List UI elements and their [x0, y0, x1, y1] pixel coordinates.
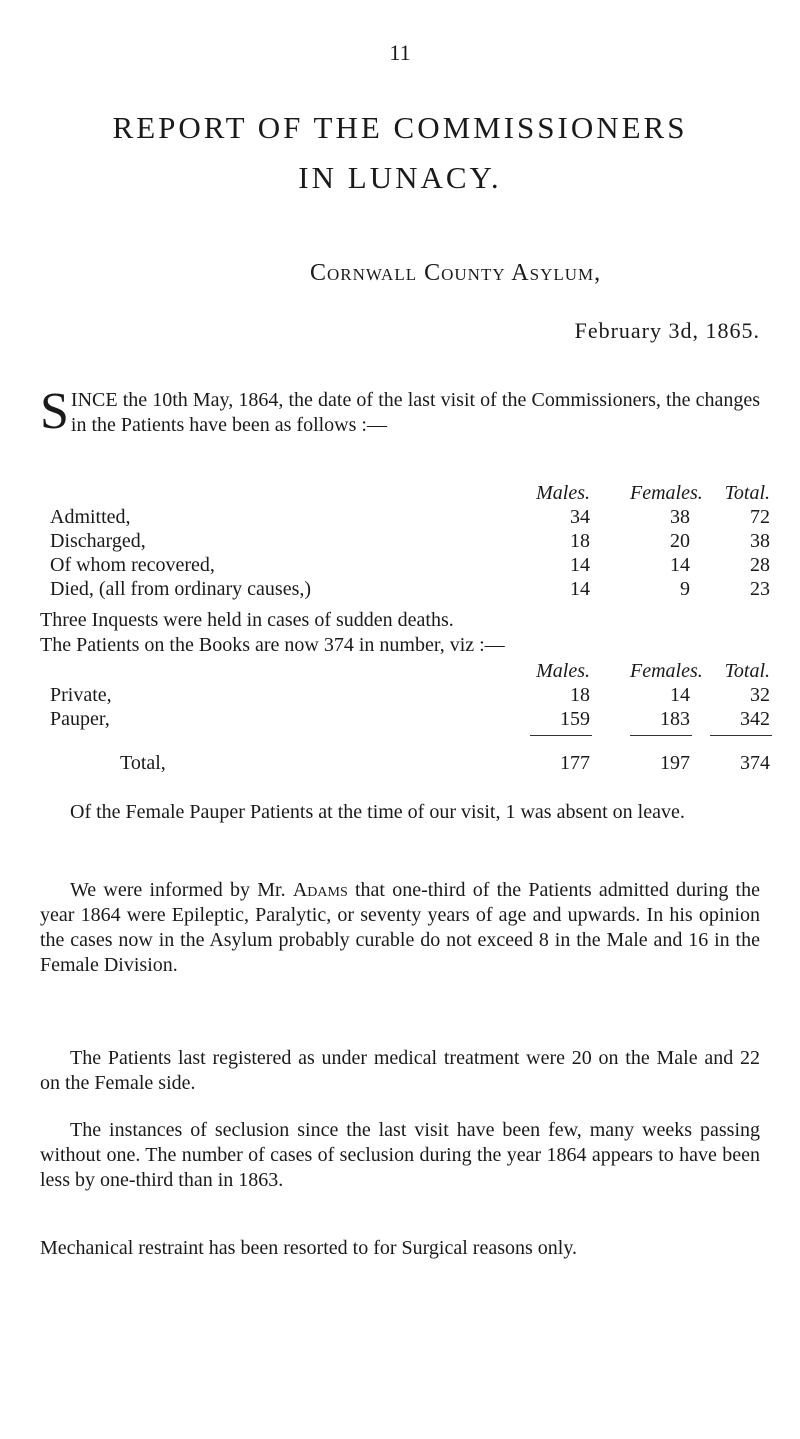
books-table-header — [50, 660, 770, 684]
table-row — [50, 708, 770, 732]
cell-total: 32 — [750, 684, 770, 706]
header-males: Males. — [536, 482, 590, 504]
report-subtitle: IN LUNACY. — [298, 160, 502, 195]
adams-after: that one-third of the Patients admitted during the year 1864 were Epileptic, Paralytic, or seventy years of age and upwards. In his opinion the cases now in the Asylum probably curable do not exceed 8 in the Male and 16 in the Female Division. — [40, 879, 760, 976]
cell-males: 18 — [570, 530, 590, 552]
cell-males: 14 — [570, 578, 590, 600]
report-title: REPORT OF THE COMMISSIONERS — [112, 110, 688, 145]
table-row — [50, 684, 770, 708]
cell-females: 197 — [660, 752, 690, 774]
cell-total: 374 — [740, 752, 770, 774]
table-row-total — [50, 752, 770, 776]
header-total: Total. — [724, 482, 770, 504]
cell-total: 342 — [740, 708, 770, 730]
cell-males: 177 — [560, 752, 590, 774]
cell-total: 23 — [750, 578, 770, 600]
cell-total: 72 — [750, 506, 770, 528]
table-row — [50, 554, 770, 578]
header-total: Total. — [724, 660, 770, 682]
cell-females: 20 — [670, 530, 690, 552]
row-label: Total, — [120, 752, 166, 774]
intro-text: INCE the 10th May, 1864, the date of the last visit of the Commissioners, the changes in the Patients have been as follows :— — [70, 389, 760, 436]
adams-paragraph — [40, 878, 760, 978]
dropcap-letter: S — [40, 383, 69, 440]
table-row — [50, 506, 770, 530]
sum-rule-males — [530, 735, 592, 736]
seclusion-paragraph: The instances of seclusion since the last visit have been few, many weeks passing without one. The number of cases of seclusion during the year 1864 appears to have been less by one-third than in 1863. — [40, 1119, 760, 1191]
books-total — [50, 752, 770, 776]
cell-males: 34 — [570, 506, 590, 528]
header-females: Females. — [630, 482, 703, 504]
row-label: Admitted, — [50, 506, 131, 528]
row-label: Of whom recovered, — [50, 554, 215, 576]
books-paragraph: The Patients on the Books are now 374 in number, viz :— — [40, 634, 505, 656]
cell-females: 9 — [680, 578, 690, 600]
cell-males: 159 — [560, 708, 590, 730]
page-number: 11 — [389, 40, 411, 65]
asylum-name: Cornwall County Asylum, — [310, 260, 602, 286]
cell-total: 38 — [750, 530, 770, 552]
header-males: Males. — [536, 660, 590, 682]
restraint-paragraph: Mechanical restraint has been resorted to for Surgical reasons only. — [40, 1237, 578, 1259]
treatment-paragraph: The Patients last registered as under medical treatment were 20 on the Male and 22 on the Female side. — [40, 1047, 760, 1094]
cell-total: 28 — [750, 554, 770, 576]
sum-rule-total — [710, 735, 772, 736]
cell-males: 18 — [570, 684, 590, 706]
header-females: Females. — [630, 660, 703, 682]
cell-females: 14 — [670, 554, 690, 576]
table-row — [50, 530, 770, 554]
sum-rule-females — [630, 735, 692, 736]
inquests-paragraph: Three Inquests were held in cases of sudden deaths. — [40, 609, 454, 631]
report-date: February 3d, 1865. — [574, 318, 760, 343]
table-row — [50, 578, 770, 602]
absent-paragraph: Of the Female Pauper Patients at the time of our visit, 1 was absent on leave. — [70, 801, 685, 823]
cell-females: 38 — [670, 506, 690, 528]
row-label: Private, — [50, 684, 112, 706]
changes-table — [50, 482, 770, 602]
books-table — [50, 660, 770, 732]
changes-table-header — [50, 482, 770, 506]
cell-males: 14 — [570, 554, 590, 576]
adams-before: We were informed by Mr. — [70, 879, 293, 901]
row-label: Pauper, — [50, 708, 110, 730]
row-label: Died, (all from ordinary causes,) — [50, 578, 312, 600]
row-label: Discharged, — [50, 530, 146, 552]
cell-females: 183 — [660, 708, 690, 730]
cell-females: 14 — [670, 684, 690, 706]
intro-paragraph — [40, 383, 760, 440]
adams-name: Adams — [292, 879, 348, 901]
